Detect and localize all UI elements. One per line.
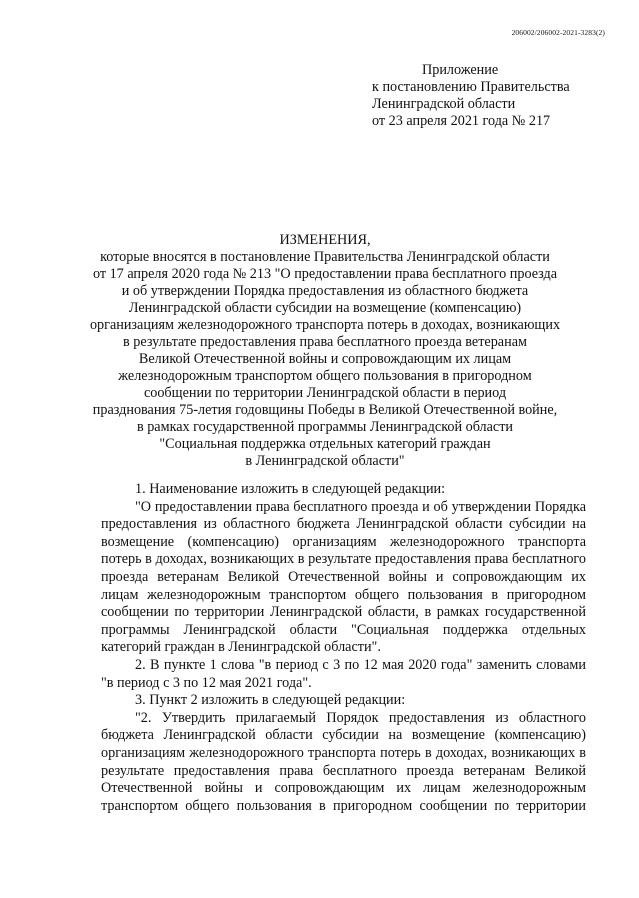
appendix-line: Приложение <box>422 62 499 78</box>
appendix-header <box>372 62 570 130</box>
appendix-line: от 23 апреля 2021 года № 217 <box>372 113 551 129</box>
document-heading <box>60 232 590 470</box>
heading-line: сообщении по территории Ленинградской области в период <box>143 385 507 401</box>
paragraph-item-3-new-text: "2. Утвердить прилагаемый Порядок предоставления из областного бюджета Ленинградской области субсидии на возмещение (компенсацию) организациям железнодорожного транспорта потерь в доходах, возникающих в результате предоставления права бесплатного проезда ветеранам Великой Отечественной войны и сопровождающим их лицам железнодорожным транспортом общего пользования в пригородном сообщении по территории <box>101 709 586 814</box>
paragraph-item-2: 2. В пункте 1 слова "в период с 3 по 12 мая 2020 года" заменить словами "в период с 3 по 12 мая 2021 года". <box>101 656 586 691</box>
heading-line: от 17 апреля 2020 года № 213 "О предоставлении права бесплатного проезда <box>92 266 558 282</box>
document-body <box>101 481 586 815</box>
document-registration-number: 206002/206002-2021-3283(2) <box>511 28 605 37</box>
heading-line: которые вносятся в постановление Правительства Ленинградской области <box>100 249 550 265</box>
appendix-line: Ленинградской области <box>372 96 516 112</box>
heading-line: железнодорожным транспортом общего пользования в пригородном <box>118 368 532 384</box>
heading-line: в Ленинградской области" <box>245 453 405 469</box>
heading-line: Великой Отечественной войны и сопровождающим их лицам <box>138 351 512 367</box>
heading-line: "Социальная поддержка отдельных категорий граждан <box>159 436 491 452</box>
appendix-line: к постановлению Правительства <box>372 79 570 95</box>
heading-title: ИЗМЕНЕНИЯ, <box>279 232 371 248</box>
heading-line: Ленинградской области субсидии на возмещение (компенсацию) <box>128 300 522 316</box>
heading-line: в рамках государственной программы Ленинградской области <box>136 419 514 435</box>
heading-line: празднования 75-летия годовщины Победы в Великой Отечественной войне, <box>92 402 558 418</box>
heading-line: организациям железнодорожного транспорта потерь в доходах, возникающих <box>89 317 561 333</box>
heading-line: в результате предоставления права бесплатного проезда ветеранам <box>123 334 527 350</box>
heading-line: и об утверждении Порядка предоставления из областного бюджета <box>121 283 529 299</box>
paragraph-item-3: 3. Пункт 2 изложить в следующей редакции: <box>135 692 406 709</box>
paragraph-item-1: 1. Наименование изложить в следующей редакции: <box>135 481 446 497</box>
paragraph-item-1-new-title: "О предоставлении права бесплатного проезда и об утверждении Порядка предоставления из областного бюджета Ленинградской области субсидии на возмещение (компенсацию) организациям железнодорожного транспорта потерь в доходах, возникающих в результате предоставления права бесплатного проезда ветеранам Великой Отечественной войны и сопровождающим их лицам железнодорожным транспортом общего пользования в пригородном сообщении по территории Ленинградской области, в рамках государственной программы Ленинградской области "Социальная поддержка отдельных категорий граждан в Ленинградской области". <box>101 498 586 656</box>
